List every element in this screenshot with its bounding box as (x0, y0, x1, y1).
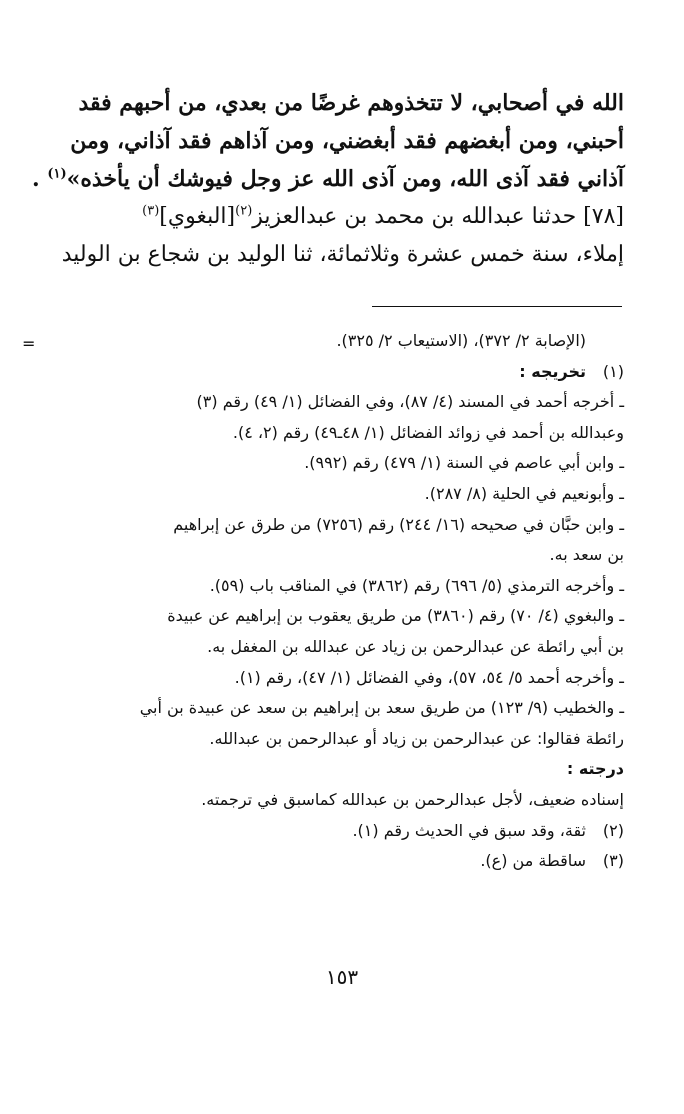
footnote-line (38, 448, 624, 479)
line-text: [٧٨] حدثنا عبدالله بن محمد بن عبدالعزيز (252, 204, 624, 229)
footnote-text: بن سعد به. (549, 545, 624, 565)
footnote-line (38, 601, 624, 632)
line-tail: [البغوي] (159, 204, 236, 229)
main-line (40, 84, 624, 122)
footnote-line (38, 540, 624, 571)
footnote-ref: (٢) (235, 203, 253, 219)
line-tail: . (31, 166, 48, 192)
footnote-line (38, 479, 624, 510)
continuation-mark: = (22, 334, 36, 353)
footnote-text: ثقة، وقد سبق في الحديث رقم (١). (352, 820, 586, 840)
footnote-line (38, 846, 624, 877)
footnote-line (38, 754, 624, 785)
footnote-heading: تخريجه : (519, 361, 586, 381)
line-text: الله في أصحابي، لا تتخذوهم غرضًا من بعدي، من أحبهم فقد (78, 90, 624, 116)
footnote-text: ساقطة من (ع). (480, 851, 586, 871)
footnote-text: وعبدالله بن أحمد في زوائد الفضائل (١/ ٤٨ـ٤٩) رقم (٢، ٤). (232, 422, 624, 442)
footnote-text: ـ أخرجه أحمد في المسند (٤/ ٨٧)، وفي الفضائل (١/ ٤٩) رقم (٣) (196, 392, 624, 412)
footnote-text: ـ وأخرجه أحمد ٥/ ٥٤، ٥٧)، وفي الفضائل (١/ ٤٧)، رقم (١). (234, 667, 624, 687)
footnotes (38, 326, 624, 877)
footnote-text: (الإصابة ٢/ ٣٧٢)، (الاستيعاب ٢/ ٣٢٥). (336, 331, 586, 350)
footnote-text: رائطة فقالوا: عن عبدالرحمن بن زياد أو عبدالرحمن بن عبدالله. (209, 728, 624, 748)
page-number: ١٥٣ (325, 965, 359, 989)
footnote-line (38, 510, 624, 541)
footnote-heading: درجته : (566, 759, 624, 779)
footnote-text: ـ وابن حبَّان في صحيحه (١٦/ ٢٤٤) رقم (٧٢٥٦) من طرق عن إبراهيم (173, 514, 624, 534)
footnote-line (38, 816, 624, 847)
footnote-ref: (٣) (142, 203, 160, 219)
main-line (40, 198, 624, 236)
footnote-text: ـ وأبونعيم في الحلية (٨/ ٢٨٧). (424, 483, 624, 503)
footnote-line (38, 571, 624, 602)
footnote-number: (١) (602, 361, 624, 381)
footnote-divider (372, 306, 622, 307)
main-line (40, 236, 624, 274)
footnote-text: ـ وابن أبي عاصم في السنة (١/ ٤٧٩) رقم (٩٩٢). (304, 453, 624, 473)
main-text (31, 84, 624, 274)
main-line (40, 122, 624, 160)
footnote-line (38, 693, 624, 724)
footnote-text: ـ والبغوي (٤/ ٧٠) رقم (٣٨٦٠) من طريق يعقوب بن إبراهيم عن عبيدة (167, 606, 624, 626)
footnote-line (38, 724, 624, 755)
footnote-ref: (١) (47, 166, 67, 182)
footnote-text: إسناده ضعيف، لأجل عبدالرحمن بن عبدالله كماسبق في ترجمته. (201, 789, 624, 809)
footnote-line (38, 326, 624, 357)
footnote-number: (٣) (602, 851, 624, 871)
line-text: أحبني، ومن أبغضهم فقد أبغضني، ومن آذاهم فقد آذاني، ومن (70, 128, 624, 154)
footnote-line (38, 387, 624, 418)
footnote-line (38, 663, 624, 694)
footnote-line (38, 632, 624, 663)
footnote-line (38, 418, 624, 449)
footnote-line (38, 785, 624, 816)
main-line (31, 160, 624, 198)
line-text: آذاني فقد آذى الله، ومن آذى الله عز وجل فيوشك أن يأخذه» (66, 166, 624, 192)
footnote-text: بن أبي رائطة عن عبدالرحمن بن زياد عن عبدالله بن المغفل به. (207, 636, 624, 656)
footnote-number: (٢) (602, 820, 624, 840)
footnote-text: ـ والخطيب (٩/ ١٢٣) من طريق سعد بن إبراهيم بن سعد عن عبيدة بن أبي (139, 698, 624, 718)
footnote-line (38, 357, 624, 388)
line-text: إملاء، سنة خمس عشرة وثلاثمائة، ثنا الوليد بن شجاع بن الوليد (61, 242, 624, 267)
footnote-text: ـ وأخرجه الترمذي (٥/ ٦٩٦) رقم (٣٨٦٢) في المناقب باب (٥٩). (209, 575, 624, 595)
